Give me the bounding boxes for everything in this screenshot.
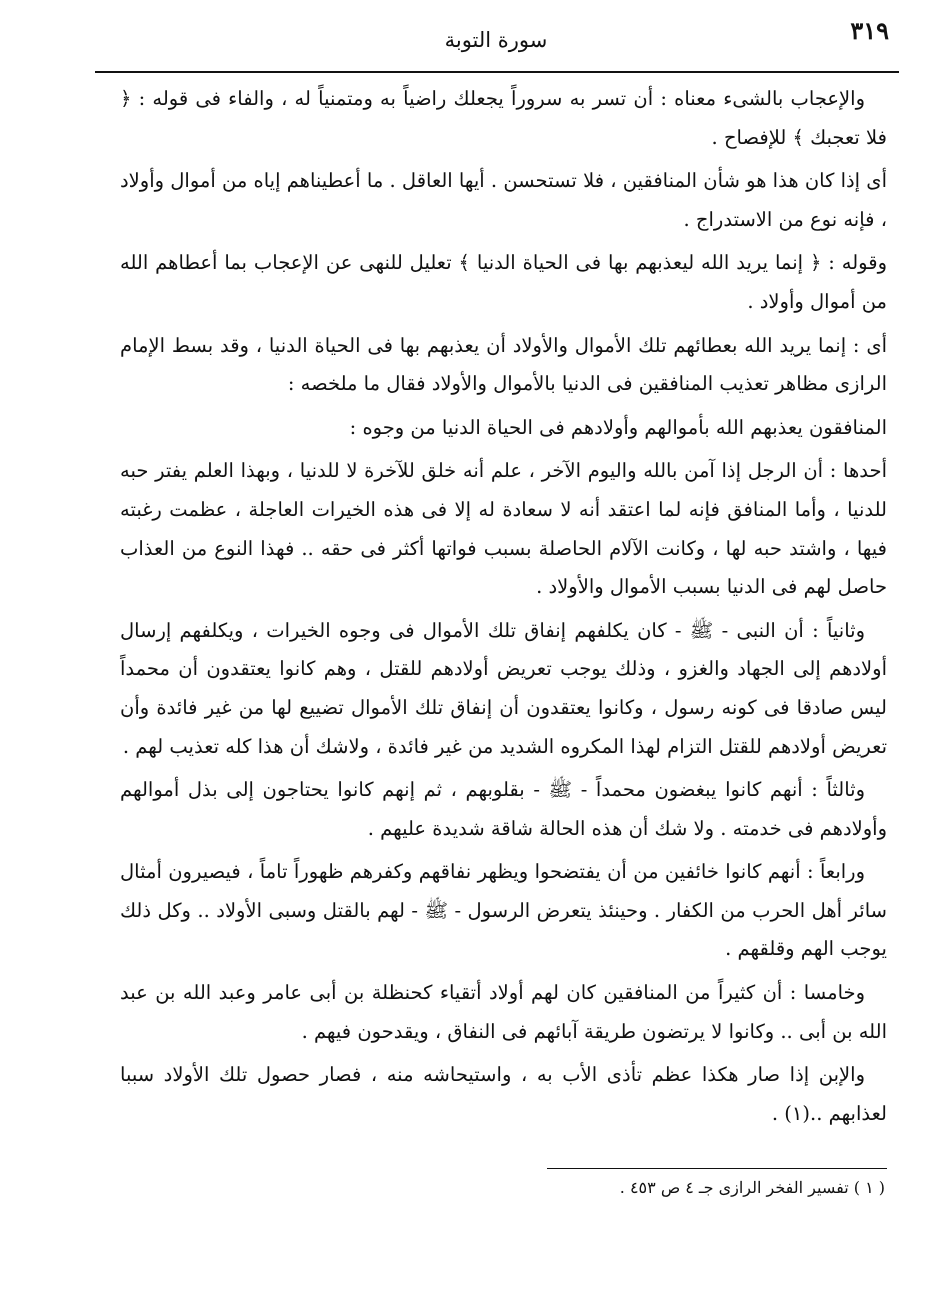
paragraph: ورابعاً : أنهم كانوا خائفين من أن يفتضحوا ويظهر نفاقهم وكفرهم ظهوراً تاماً ، فيصيرون أمثال سائر أهل الحرب من الكفار . وحينئذ يتعرض الرسول - ﷺ - لهم بالقتل وسبى الأولاد .. وكل ذلك يوجب الهم وقلقهم . <box>120 860 887 961</box>
page-header <box>95 10 897 70</box>
body-text <box>120 80 887 1138</box>
paragraph: وخامسا : أن كثيراً من المنافقين كان لهم أولاد أتقياء كحنظلة بن أبى عامر وعبد الله بن عبد الله بن أبى .. وكانوا لا يرتضون طريقة آبائهم فى النفاق ، ويقدحون فيهم . <box>120 981 887 1043</box>
paragraph: وقوله : ﴿ إنما يريد الله ليعذبهم بها فى الحياة الدنيا ﴾ تعليل للنهى عن الإعجاب بما أعطاهم الله من أموال وأولاد . <box>120 251 887 313</box>
paragraph: وثالثاً : أنهم كانوا يبغضون محمداً - ﷺ - بقلوبهم ، ثم إنهم كانوا يحتاجون إلى بذل أموالهم وأولادهم فى خدمته . ولا شك أن هذه الحالة شاقة شديدة عليهم . <box>120 778 887 840</box>
paragraph: وثانياً : أن النبى - ﷺ - كان يكلفهم إنفاق تلك الأموال فى وجوه الخيرات ، ويكلفهم إرسال أولادهم إلى الجهاد والغزو ، وذلك يوجب تعريض أولادهم للقتل ، وهم كانوا يعتقدون أن محمداً ليس صادقا فى كونه رسول ، وكانوا يعتقدون أن إنفاق تلك الأموال تضييع لها من غير فائدة وأن تعريض أولادهم للقتل التزام لهذا المكروه الشديد من غير فائدة ، ولاشك أن هذا كله تعذيب لهم . <box>120 618 887 758</box>
paragraph: والإبن إذا صار هكذا عظم تأذى الأب به ، واستيحاشه منه ، فصار حصول تلك الأولاد سببا لعذابهم ..(١) . <box>120 1063 887 1125</box>
paragraph: أى إذا كان هذا هو شأن المنافقين ، فلا تستحسن . أيها العاقل . ما أعطيناهم إياه من أموال وأولاد ، فإنه نوع من الاستدراج . <box>120 169 887 231</box>
paragraph: والإعجاب بالشىء معناه : أن تسر به سروراً يجعلك راضياً به ومتمنياً له ، والفاء فى قوله : ﴿ فلا تعجبك ﴾ للإفصاح . <box>120 87 887 149</box>
page-number: ٣١٩ <box>850 16 889 45</box>
footnote: ( ١ ) تفسير الفخر الرازى جـ ٤ ص ٤٥٣ . <box>619 1178 885 1197</box>
paragraph: المنافقون يعذبهم الله بأموالهم وأولادهم فى الحياة الدنيا من وجوه : <box>349 415 887 439</box>
header-divider <box>95 71 899 73</box>
surah-title: سورة التوبة <box>444 28 548 52</box>
paragraph: أى : إنما يريد الله بعطائهم تلك الأموال والأولاد أن يعذبهم بها فى الحياة الدنيا ، وقد بسط الإمام الرازى مظاهر تعذيب المنافقين فى الدنيا بالأموال والأولاد فقال ما ملخصه : <box>120 333 887 396</box>
paragraph: أحدها : أن الرجل إذا آمن بالله واليوم الآخر ، علم أنه خلق للآخرة لا للدنيا ، وبهذا العلم يفتر حبه للدنيا ، وأما المنافق فإنه لما اعتقد أنه لا سعادة له إلا فى هذه الخيرات العاجلة ، عظمت رغبته فيها ، واشتد حبه لها ، وكانت الآلام الحاصلة بسبب فواتها أكثر فى حقه .. فهذا النوع من العذاب حاصل لهم فى الدنيا بسبب الأموال والأولاد . <box>120 459 887 599</box>
footnote-divider <box>547 1168 887 1169</box>
